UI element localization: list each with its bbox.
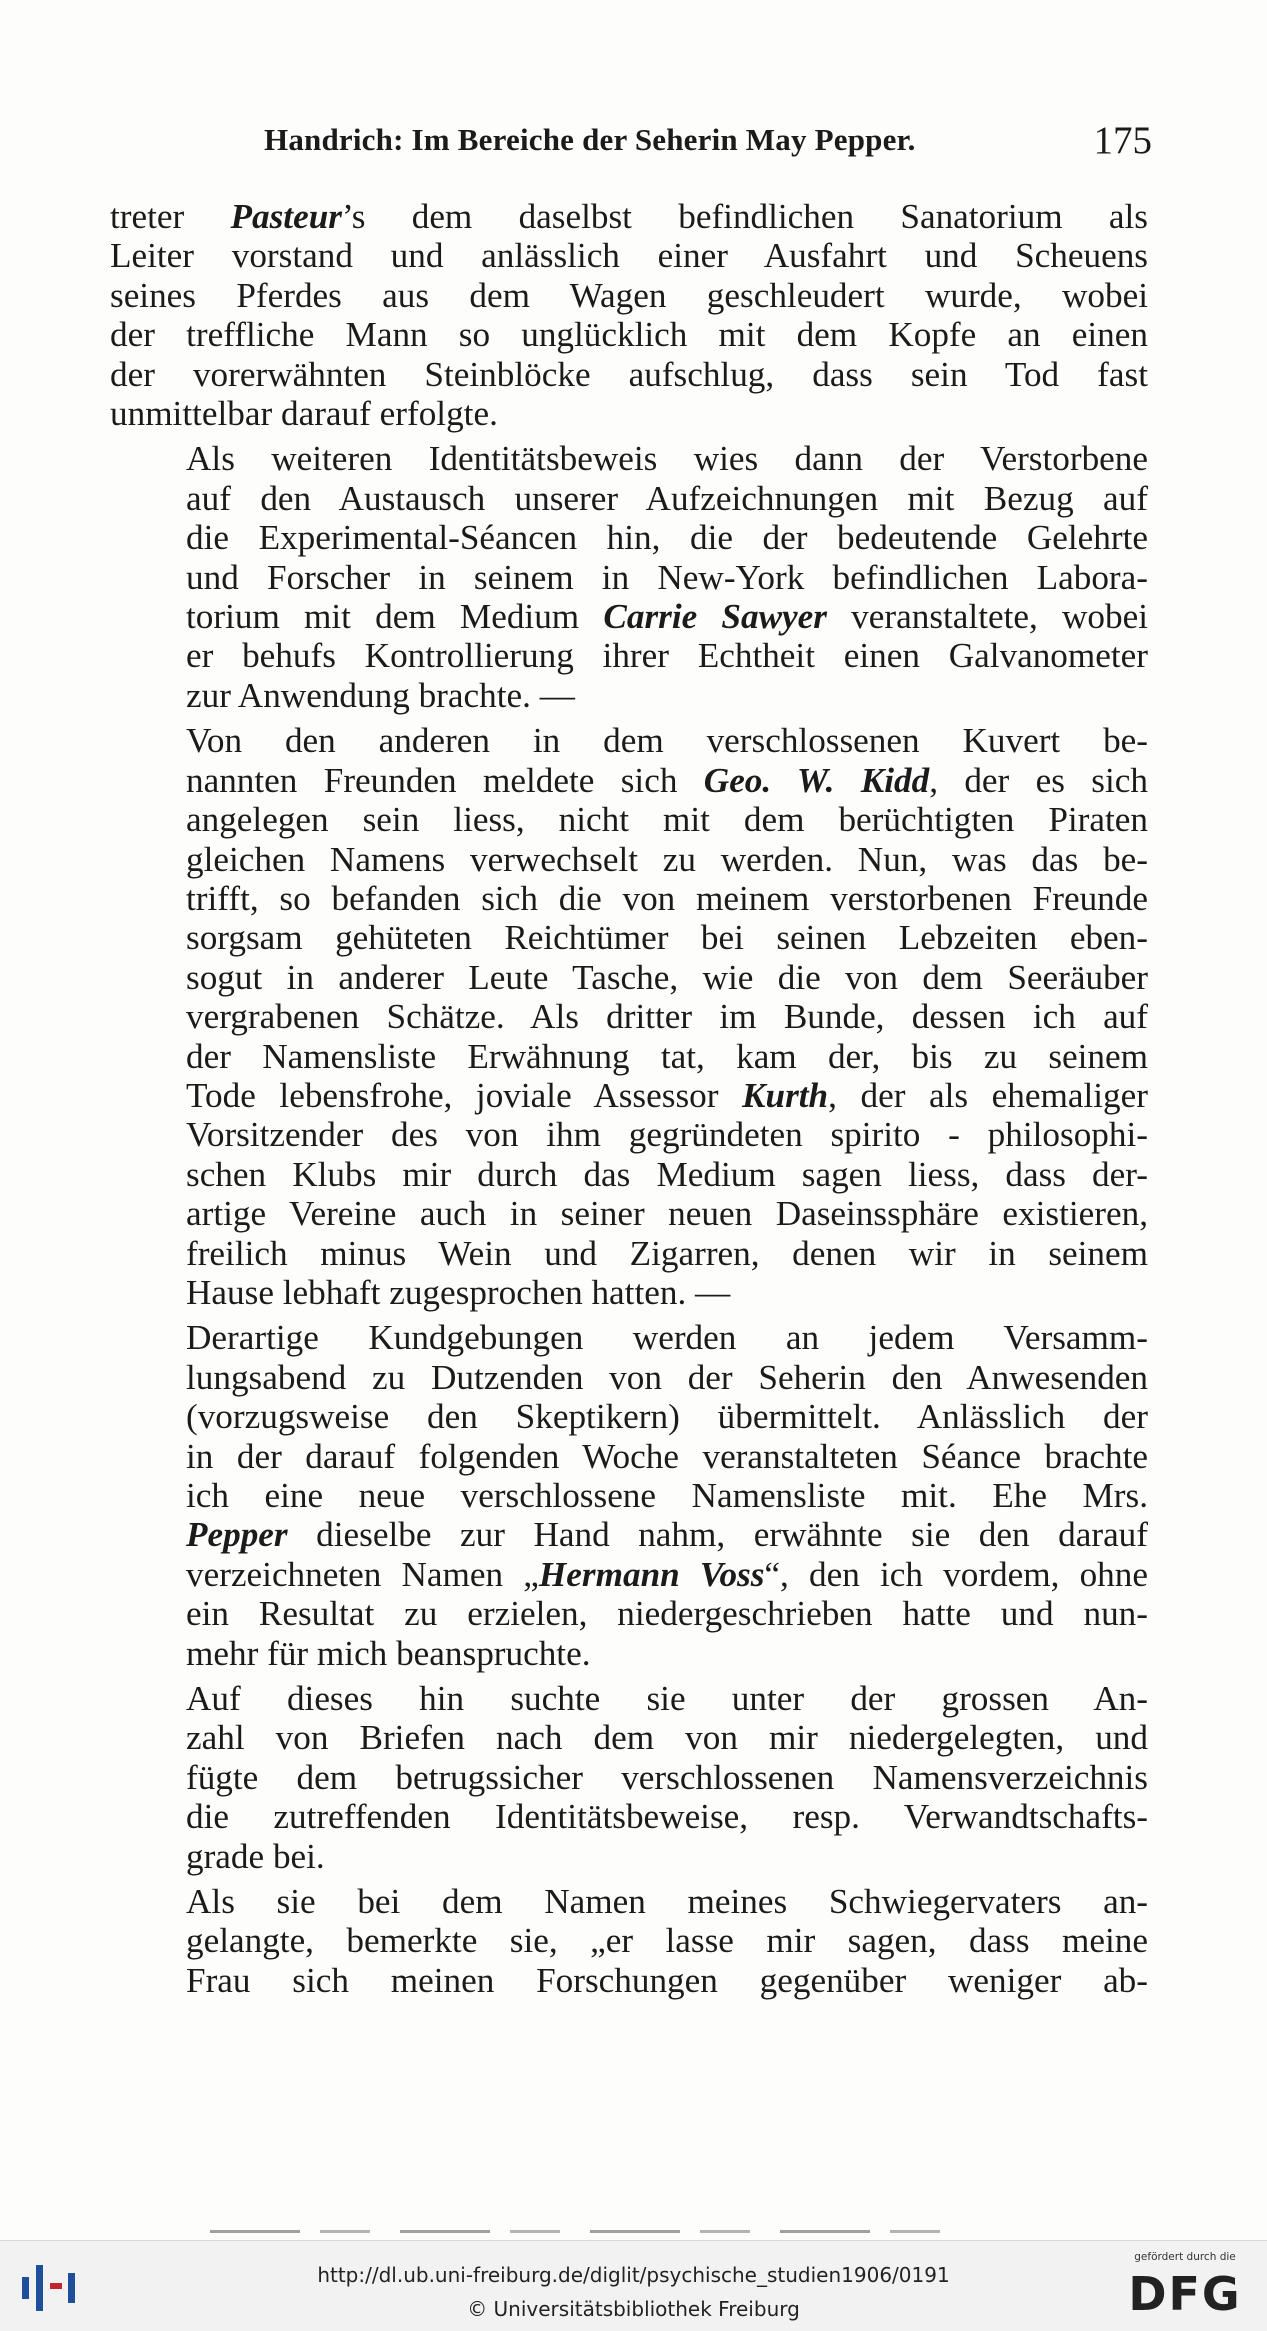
page-number: 175 [1093, 119, 1152, 162]
text-line: Vorsitzender des von ihm gegründeten spirito - philosophi- [186, 1115, 1148, 1155]
text-line: Hause lebhaft zugesprochen hatten. — [186, 1272, 731, 1312]
person-name: Pasteur [230, 197, 342, 236]
text-line: Von den anderen in dem verschlossenen Kuvert be- [186, 721, 1148, 761]
text-line: sorgsam gehüteten Reichtümer bei seinen Lebzeiten eben- [186, 918, 1148, 958]
text-line: (vorzugsweise den Skeptikern) übermittelt. Anlässlich der [186, 1397, 1148, 1437]
text-line: ein Resultat zu erzielen, niedergeschrieben hatte und nun- [186, 1594, 1148, 1634]
text-line: vergrabenen Schätze. Als dritter im Bunde, dessen ich auf [186, 997, 1148, 1037]
person-name: Hermann Voss [538, 1554, 765, 1594]
text-line: gelangte, bemerkte sie, „er lasse mir sagen, dass meine [186, 1921, 1148, 1961]
text-line: grade bei. [186, 1836, 325, 1876]
paragraph [110, 439, 1148, 715]
text-line: torium mit dem Medium Carrie Sawyer veranstaltete, wobei [186, 597, 1148, 637]
running-title: Handrich: Im Bereiche der Seherin May Pepper. [264, 122, 916, 157]
text-line: Als sie bei dem Namen meines Schwiegervaters an- [186, 1882, 1148, 1922]
text-line: freilich minus Wein und Zigarren, denen wir in seinem [186, 1233, 1148, 1273]
paragraph [110, 721, 1148, 1312]
text-line: unmittelbar darauf erfolgte. [110, 394, 498, 434]
text-line: lungsabend zu Dutzenden von der Seherin den Anwesenden [186, 1357, 1148, 1397]
text-line: ich eine neue verschlossene Namensliste mit. Ehe Mrs. [186, 1476, 1148, 1515]
person-name: Kurth [742, 1075, 829, 1115]
text-line: Frau sich meinen Forschungen gegenüber weniger ab- [186, 1960, 1148, 2000]
text-line: Pepper dieselbe zur Hand nahm, erwähnte sie den darauf [186, 1515, 1148, 1555]
text-line: Derartige Kundgebungen werden an jedem Versamm- [186, 1318, 1148, 1358]
dfg-caption: gefördert durch die [1134, 2251, 1236, 2263]
copyright-notice: © Universitätsbibliothek Freiburg [467, 2297, 800, 2321]
text-line: der treffliche Mann so unglücklich mit dem Kopfe an einen [110, 315, 1148, 355]
paragraph [110, 1679, 1148, 1876]
text-line: zur Anwendung brachte. — [186, 675, 575, 715]
text-line: der vorerwähnten Steinblöcke aufschlug, dass sein Tod fast [110, 354, 1148, 394]
text-line: trifft, so befanden sich die von meinem verstorbenen Freunde [186, 878, 1148, 918]
text-line: Als weiteren Identitätsbeweis wies dann der Verstorbene [186, 439, 1148, 479]
text-line: mehr für mich beanspruchte. [186, 1633, 591, 1673]
text-line: gleichen Namens verwechselt zu werden. Nun, was das be- [186, 839, 1148, 879]
text-line: zahl von Briefen nach dem von mir niedergelegten, und [186, 1718, 1148, 1758]
paragraph [110, 197, 1148, 433]
dfg-wordmark: DFG [1128, 2267, 1242, 2321]
text-line: Leiter vorstand und anlässlich einer Ausfahrt und Scheuens [110, 236, 1148, 276]
text-line: angelegen sein liess, nicht mit dem berüchtigten Piraten [186, 800, 1148, 840]
permalink-url[interactable]: http://dl.ub.uni-freiburg.de/diglit/psychische_studien1906/0191 [317, 2263, 950, 2287]
text-line: auf den Austausch unserer Aufzeichnungen mit Bezug auf [186, 478, 1148, 518]
running-head [110, 118, 1150, 168]
text-line: verzeichneten Namen „Hermann Voss“, den ich vordem, ohne [186, 1554, 1148, 1594]
text-line: schen Klubs mir durch das Medium sagen liess, dass der- [186, 1154, 1148, 1194]
text-line: Tode lebensfrohe, joviale Assessor Kurth, der als ehemaliger [186, 1075, 1148, 1115]
text-line: und Forscher in seinem in New-York befindlichen Labora- [186, 557, 1148, 597]
person-name: Carrie Sawyer [603, 597, 827, 637]
text-line: sogut in anderer Leute Tasche, wie die von dem Seeräuber [186, 957, 1148, 997]
footnote-rule [210, 2230, 950, 2233]
viewer-footer [0, 2240, 1267, 2331]
dfg-logo [1119, 2251, 1251, 2323]
text-line: die zutreffenden Identitätsbeweise, resp. Verwandtschafts- [186, 1797, 1148, 1837]
text-line: die Experimental-Séancen hin, die der bedeutende Gelehrte [186, 518, 1148, 558]
person-name: Geo. W. Kidd [703, 760, 930, 800]
text-line: in der darauf folgenden Woche veranstalteten Séance brachte [186, 1436, 1148, 1476]
text-line: fügte dem betrugssicher verschlossenen Namensverzeichnis [186, 1757, 1148, 1797]
text-line: artige Vereine auch in seiner neuen Daseinssphäre existieren, [186, 1194, 1148, 1234]
paragraph [110, 1882, 1148, 2000]
text-line: Auf dieses hin suchte sie unter der grossen An- [186, 1679, 1148, 1719]
text-line: nannten Freunden meldete sich Geo. W. Kidd, der es sich [186, 760, 1148, 800]
person-name: Pepper [186, 1515, 288, 1555]
text-line: er behufs Kontrollierung ihrer Echtheit einen Galvanometer [186, 636, 1148, 676]
text-line: der Namensliste Erwähnung tat, kam der, bis zu seinem [186, 1036, 1148, 1076]
text-line: seines Pferdes aus dem Wagen geschleudert wurde, wobei [110, 275, 1148, 315]
paragraph [110, 1318, 1148, 1673]
body-text [110, 197, 1148, 2006]
text-line: treter Pasteur’s dem daselbst befindlichen Sanatorium als [110, 197, 1148, 236]
